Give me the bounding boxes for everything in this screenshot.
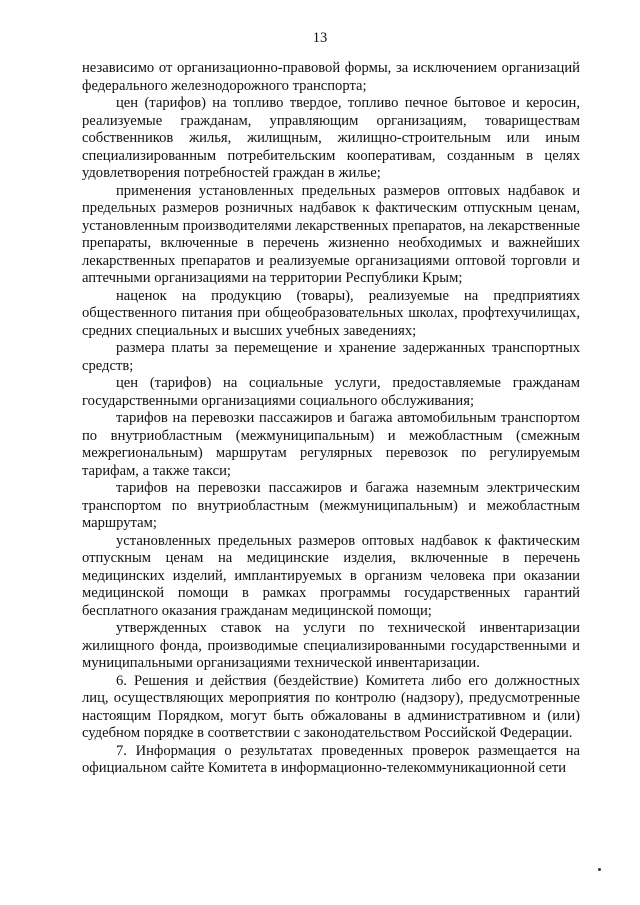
paragraph-electric-transport-tariffs: тарифов на перевозки пассажиров и багажа наземным электрическим транспортом по внутриобластным (межмуниципальным) и межобластным маршрутам;: [82, 480, 580, 531]
scan-dot: [598, 868, 601, 871]
paragraph-continuation: независимо от организационно-правовой формы, за исключением организаций федерального железнодорожного транспорта;: [82, 60, 580, 94]
document-body: [82, 60, 580, 778]
paragraph-medical-devices: установленных предельных размеров оптовых надбавок к фактическим отпускным ценам на медицинские изделия, включенные в перечень медицинских изделий, имплантируемых в организм человека при оказании медицинской помощи в рамках программы государственных гарантий бесплатного оказания гражданам медицинской помощи;: [82, 532, 580, 619]
page-number: 13: [312, 30, 328, 46]
paragraph-pharmacy-markups: применения установленных предельных размеров оптовых надбавок и предельных размеров розничных надбавок к фактическим отпускным ценам, установленным производителями лекарственных препаратов, на лекарственные препараты, включенные в перечень жизненно необходимых и важнейших лекарственных препаратов и реализуемые организациями оптовой торговли и аптечными организациями на территории Республики Крым;: [82, 182, 580, 286]
paragraph-clause-6: 6. Решения и действия (бездействие) Комитета либо его должностных лиц, осуществляющих мероприятия по контролю (надзору), предусмотренные настоящим Порядком, могут быть обжалованы в административном и (или) судебном порядке в соответствии с законодательством Российской Федерации.: [82, 672, 580, 741]
paragraph-vehicle-storage-fee: размера платы за перемещение и хранение задержанных транспортных средств;: [82, 340, 580, 374]
paragraph-social-services: цен (тарифов) на социальные услуги, предоставляемые гражданам государственными организациями социального обслуживания;: [82, 375, 580, 409]
paragraph-catering-markups: наценок на продукцию (товары), реализуемые на предприятиях общественного питания при общеобразовательных школах, профтехучилищах, средних специальных и высших учебных заведениях;: [82, 287, 580, 339]
paragraph-clause-7: 7. Информация о результатах проведенных проверок размещается на официальном сайте Комитета в информационно-телекоммуникационной сети: [82, 742, 580, 776]
paragraph-bus-tariffs: тарифов на перевозки пассажиров и багажа автомобильным транспортом по внутриобластным (межмуниципальным) и межобластным (смежным межрегиональным) маршрутам регулярных перевозок по регулируемым тарифам, а также такси;: [82, 410, 580, 479]
paragraph-fuel-prices: цен (тарифов) на топливо твердое, топливо печное бытовое и керосин, реализуемые гражданам, управляющим организациям, товариществам собственников жилья, жилищным, жилищно-строительным или иным специализированным потребительским кооперативам, созданным в целях удовлетворения потребностей граждан в жилье;: [82, 95, 580, 181]
paragraph-technical-inventory: утвержденных ставок на услуги по технической инвентаризации жилищного фонда, производимые специализированными государственными и муниципальными организациями технической инвентаризации.: [82, 620, 580, 671]
